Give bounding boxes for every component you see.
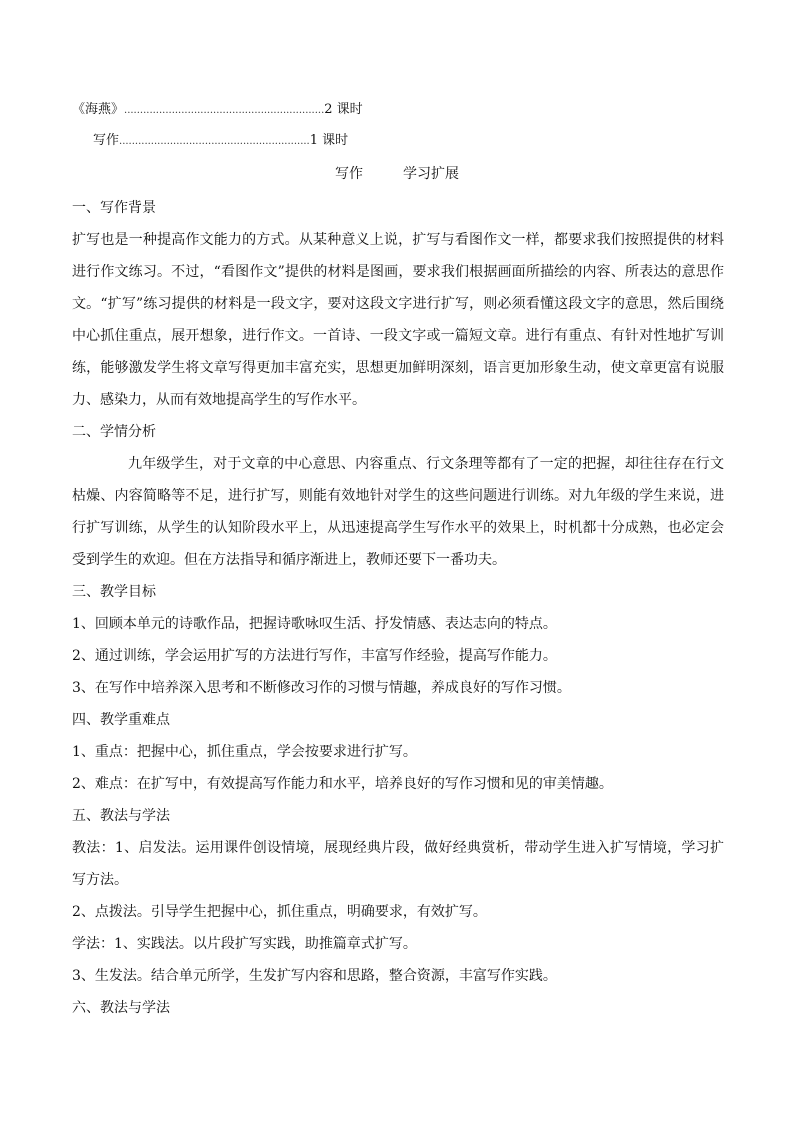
toc-entry-page: 2 课时 [324, 102, 363, 117]
toc-entry-writing [93, 132, 348, 151]
method-item-3: 学法：1、实践法。以片段扩写实践，助推篇章式扩写。 [72, 936, 417, 952]
section-title-methods: 五、教法与学法 [72, 808, 170, 824]
document-body [72, 192, 724, 1024]
heading-left: 写作 [335, 166, 363, 182]
goal-item-2: 2、通过训练，学会运用扩写的方法进行写作，丰富写作经验，提高写作能力。 [72, 648, 557, 664]
method-item-4: 3、生发法。结合单元所学，生发扩写内容和思路，整合资源，丰富写作实践。 [72, 968, 557, 984]
toc-entry-title: 写作 [93, 133, 120, 148]
paragraph-background: 扩写也是一种提高作文能力的方式。从某种意义上说，扩写与看图作文一样，都要求我们按照提供的材料进行作文练习。不过，“看图作文”提供的材料是图画，要求我们根据画面所描绘的内容、所表达的意思作文。“扩写”练习提供的材料是一段文字，要对这段文字进行扩写，则必须看懂这段文字的意思，然后围绕中心抓住重点，展开想象，进行作文。一首诗、一段文字或一篇短文章。进行有重点、有针对性地扩写训练，能够激发学生将文章写得更加丰富充实，思想更加鲜明深刻，语言更加形象生动，使文章更富有说服力、感染力，从而有效地提高学生的写作水平。 [72, 232, 724, 408]
toc-entry-haiyan [72, 101, 363, 120]
method-item-2: 2、点拨法。引导学生把握中心，抓住重点，明确要求，有效扩写。 [72, 904, 487, 920]
toc-leader-dots: ............................................................... [124, 105, 325, 116]
goal-item-1: 1、回顾本单元的诗歌作品，把握诗歌咏叹生活、抒发情感、表达志向的特点。 [72, 616, 557, 632]
difficulty-item-2: 2、难点：在扩写中，有效提高写作能力和水平，培养良好的写作习惯和见的审美情趣。 [72, 776, 613, 792]
section-title-difficulty: 四、教学重难点 [72, 712, 170, 728]
section-title-analysis: 二、学情分析 [72, 424, 156, 440]
section-title-methods-2: 六、教法与学法 [72, 1000, 170, 1016]
difficulty-item-1: 1、重点：把握中心，抓住重点，学会按要求进行扩写。 [72, 744, 417, 760]
heading-right: 学习扩展 [403, 166, 459, 182]
section-title-goals: 三、教学目标 [72, 584, 156, 600]
section-heading [0, 164, 794, 184]
toc-entry-title: 《海燕》 [72, 102, 125, 117]
toc-entry-page: 1 课时 [309, 133, 349, 148]
section-title-background: 一、写作背景 [72, 200, 156, 216]
goal-item-3: 3、在写作中培养深入思考和不断修改习作的习惯与情趣，养成良好的写作习惯。 [72, 680, 571, 696]
paragraph-analysis: 九年级学生，对于文章的中心意思、内容重点、行文条理等都有了一定的把握，却往往存在行文枯燥、内容简略等不足，进行扩写，则能有效地针对学生的这些问题进行训练。对九年级的学生来说，进行扩写训练，从学生的认知阶段水平上，从迅速提高学生写作水平的效果上，时机都十分成熟，也必定会受到学生的欢迎。但在方法指导和循序渐进上，教师还要下一番功夫。 [72, 456, 724, 568]
method-item-1: 教法：1、启发法。运用课件创设情境，展现经典片段，做好经典赏析，带动学生进入扩写情境，学习扩写方法。 [72, 840, 724, 888]
toc-leader-dots: ............................................................ [119, 136, 310, 147]
